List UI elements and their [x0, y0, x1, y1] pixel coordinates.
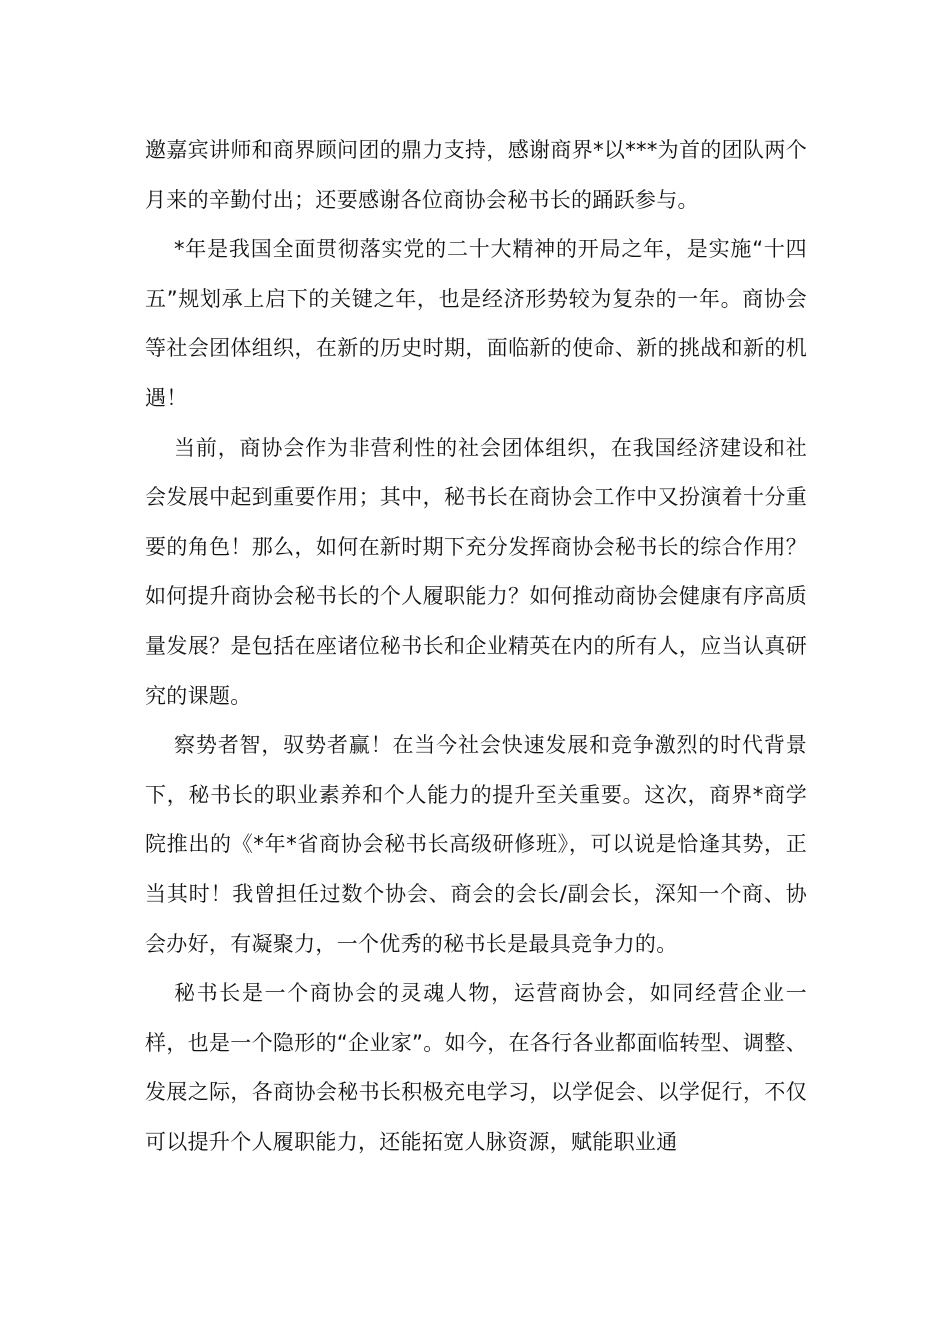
paragraph-4: 察势者智，驭势者赢！在当今社会快速发展和竞争激烈的时代背景下，秘书长的职业素养和个人能力的提升至关重要。这次，商界*商学院推出的《*年*省商协会秘书长高级研修班》，可以说是恰逢其势，正当其时！我曾担任过数个协会、商会的会长/副会长，深知一个商、协会办好，有凝聚力，一个优秀的秘书长是最具竞争力的。 [145, 733, 807, 956]
paragraph-5: 秘书长是一个商协会的灵魂人物，运营商协会，如同经营企业一样，也是一个隐形的“企业家”。如今，在各行各业都面临转型、调整、发展之际，各商协会秘书长积极充电学习，以学促会、以学促行，不仅可以提升个人履职能力，还能拓宽人脉资源，赋能职业通 [145, 981, 807, 1154]
document-body [145, 126, 807, 1167]
paragraph-1: 邀嘉宾讲师和商界顾问团的鼎力支持，感谢商界*以***为首的团队两个月来的辛勤付出；还要感谢各位商协会秘书长的踊跃参与。 [145, 138, 807, 212]
paragraph-3: 当前，商协会作为非营利性的社会团体组织，在我国经济建设和社会发展中起到重要作用；其中，秘书长在商协会工作中又扮演着十分重要的角色！那么，如何在新时期下充分发挥商协会秘书长的综合作用？如何提升商协会秘书长的个人履职能力？如何推动商协会健康有序高质量发展？是包括在座诸位秘书长和企业精英在内的所有人，应当认真研究的课题。 [145, 435, 807, 708]
paragraph-2: *年是我国全面贯彻落实党的二十大精神的开局之年，是实施“十四五”规划承上启下的关键之年，也是经济形势较为复杂的一年。商协会等社会团体组织，在新的历史时期，面临新的使命、新的挑战和新的机遇！ [145, 237, 807, 410]
